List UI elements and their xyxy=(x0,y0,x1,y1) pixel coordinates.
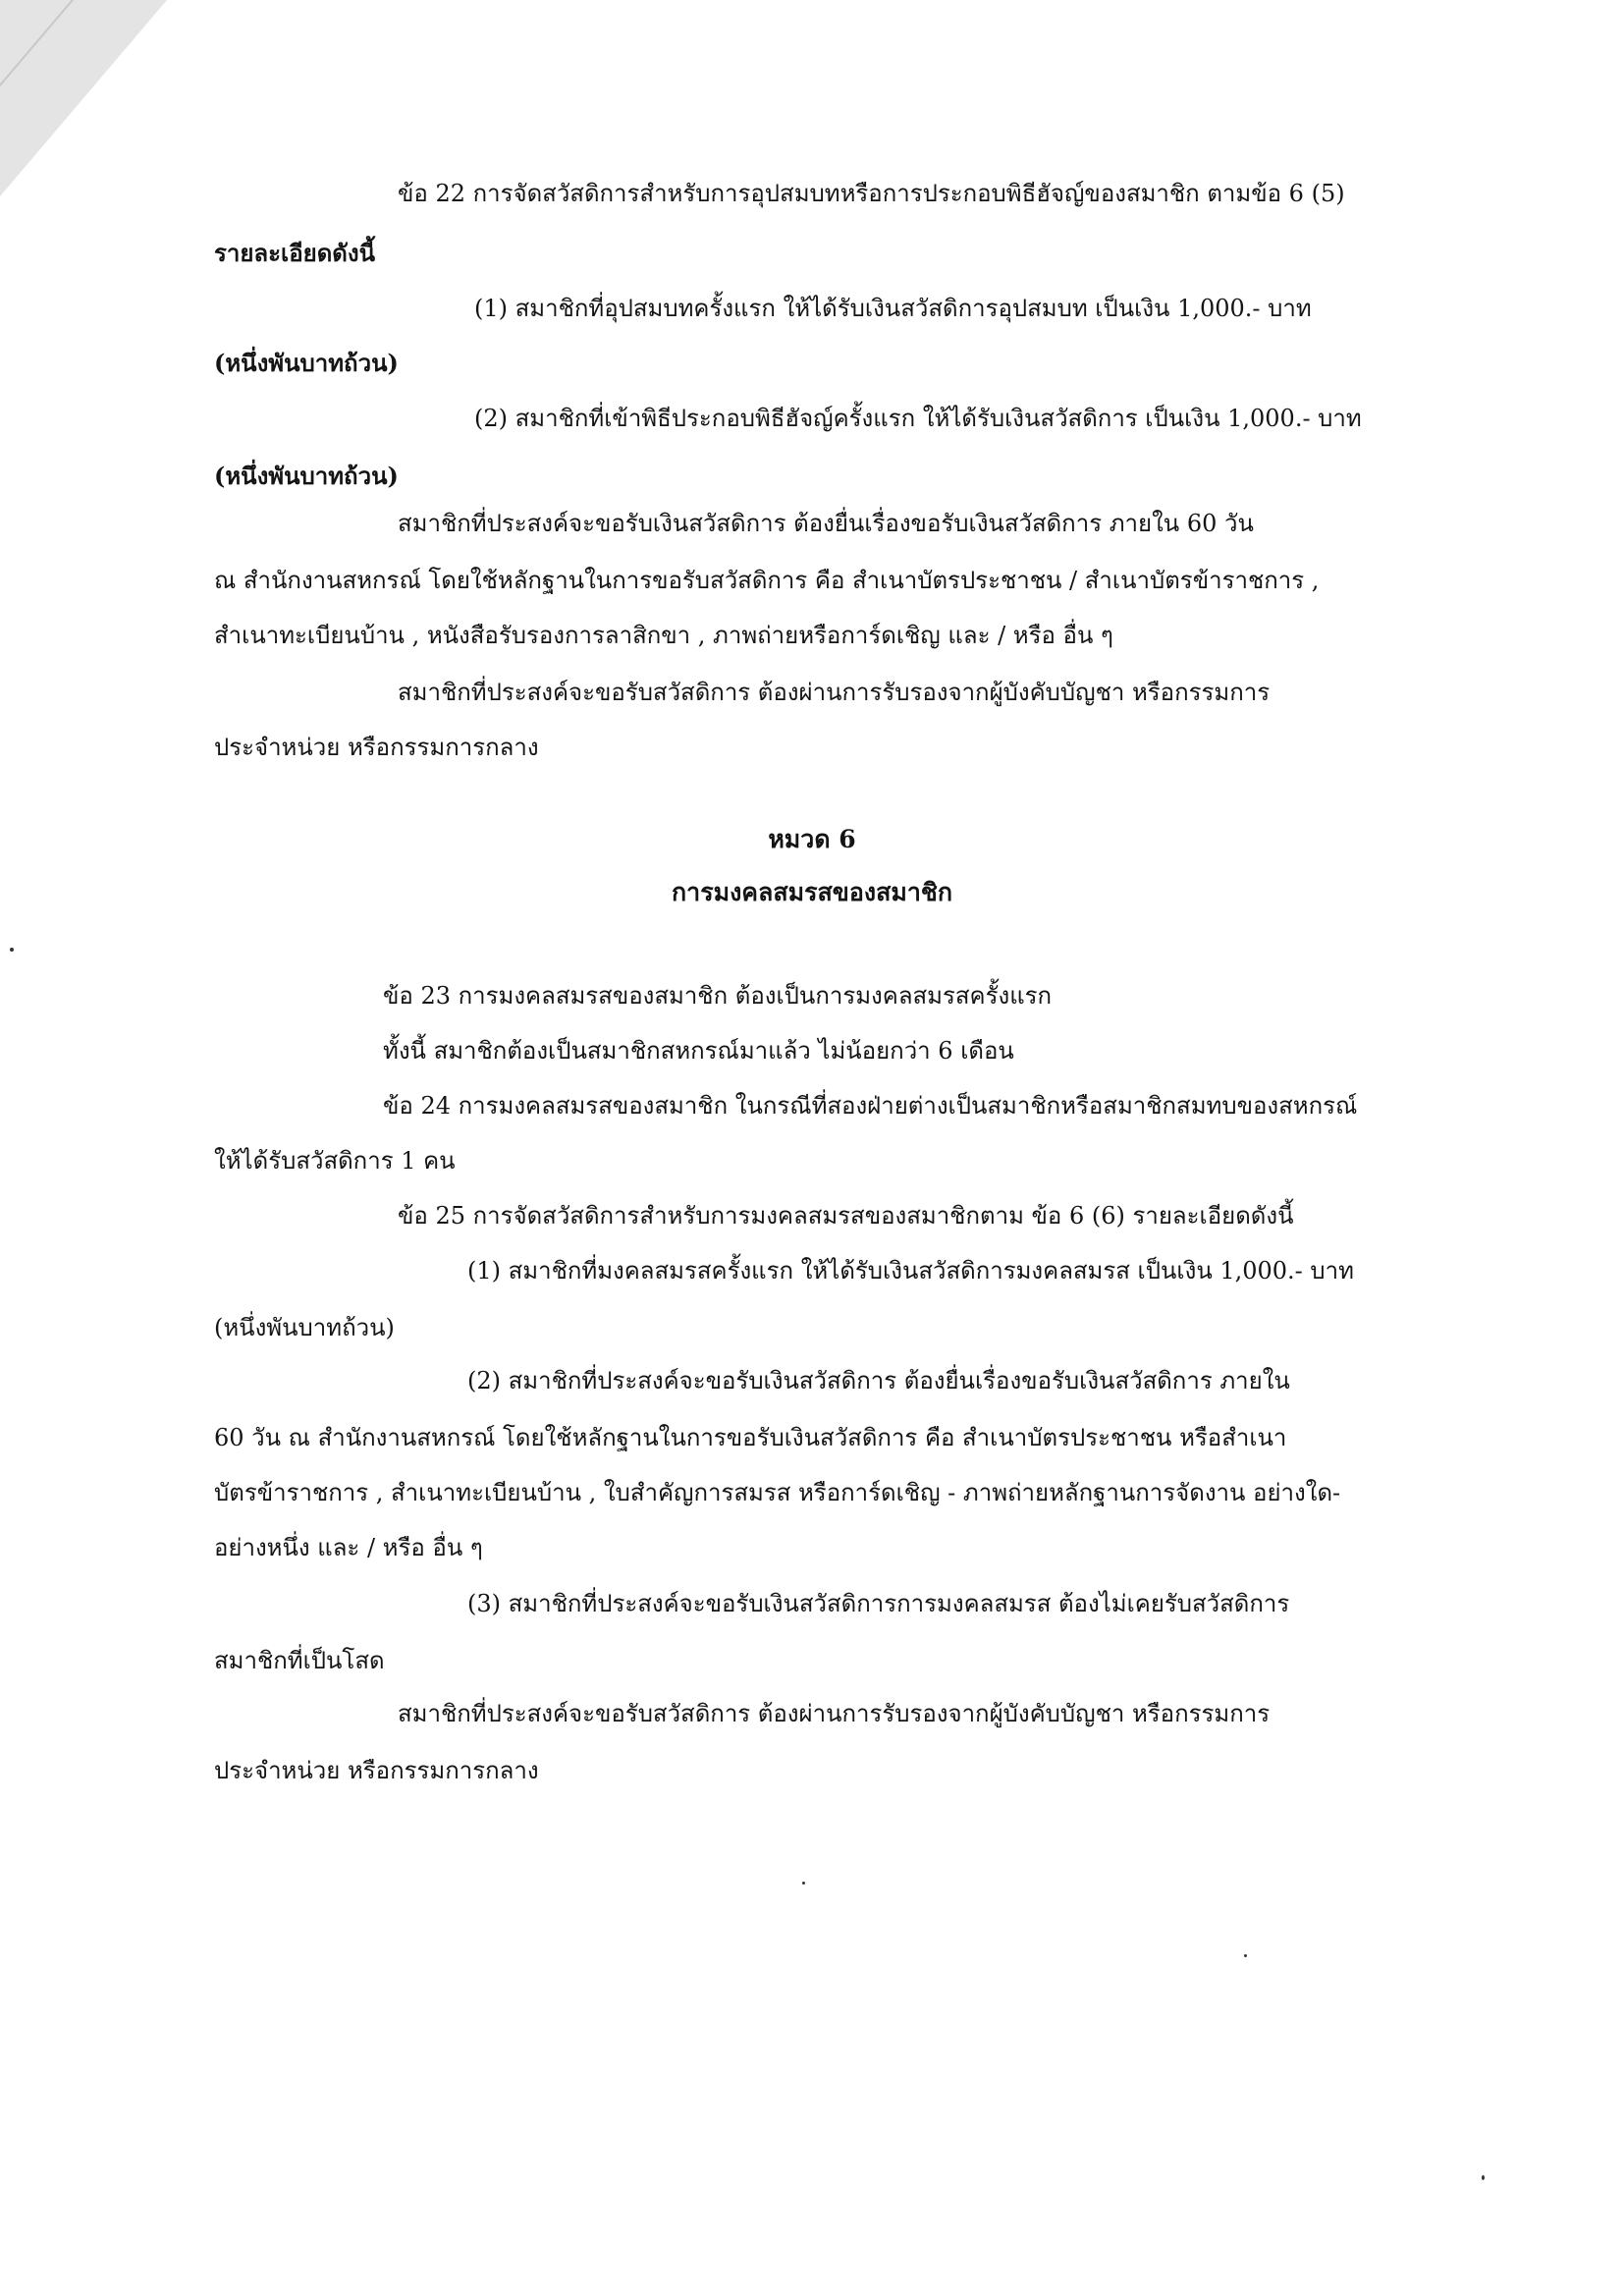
article-22-item-1-line-1: (1) สมาชิกที่อุปสมบทครั้งแรก ให้ได้รับเงินสวัสดิการอุปสมบท เป็นเงิน 1,000.- บาท xyxy=(474,295,1312,322)
scan-speck xyxy=(1244,1954,1247,1957)
article-23-line-1: ข้อ 23 การมงคลสมรสของสมาชิก ต้องเป็นการมงคลสมรสครั้งแรก xyxy=(383,982,1053,1010)
chapter-heading: หมวด 6 xyxy=(768,825,856,853)
article-25-item-1-line-1: (1) สมาชิกที่มงคลสมรสครั้งแรก ให้ได้รับเงินสวัสดิการมงคลสมรส เป็นเงิน 1,000.- บาท xyxy=(467,1257,1354,1285)
article-25-paragraph-line-2: ประจำหน่วย หรือกรรมการกลาง xyxy=(214,1757,539,1784)
article-22-line-2: รายละเอียดดังนี้ xyxy=(214,239,376,267)
article-22-paragraph-2-line-1: สมาชิกที่ประสงค์จะขอรับสวัสดิการ ต้องผ่านการรับรองจากผู้บังคับบัญชา หรือกรรมการ xyxy=(398,679,1271,706)
article-25-item-2-line-1: (2) สมาชิกที่ประสงค์จะขอรับเงินสวัสดิการ ต้องยื่นเรื่องขอรับเงินสวัสดิการ ภายใน xyxy=(467,1367,1290,1394)
scan-speck xyxy=(10,948,14,952)
article-22-item-2-line-2: (หนึ่งพันบาทถ้วน) xyxy=(214,462,399,490)
article-25-item-3-line-1: (3) สมาชิกที่ประสงค์จะขอรับเงินสวัสดิการการมงคลสมรส ต้องไม่เคยรับสวัสดิการ xyxy=(467,1590,1290,1617)
article-22-paragraph-1-line-3: สำเนาทะเบียนบ้าน , หนังสือรับรองการลาสิกขา , ภาพถ่ายหรือการ์ดเชิญ และ / หรือ อื่น ๆ xyxy=(214,622,1113,649)
article-24-line-2: ให้ได้รับสวัสดิการ 1 คน xyxy=(214,1147,456,1175)
page-corner-fold xyxy=(0,0,167,196)
article-25-item-1-line-2: (หนึ่งพันบาทถ้วน) xyxy=(214,1314,395,1341)
scan-speck xyxy=(802,1882,805,1885)
article-25-paragraph-line-1: สมาชิกที่ประสงค์จะขอรับสวัสดิการ ต้องผ่านการรับรองจากผู้บังคับบัญชา หรือกรรมการ xyxy=(398,1700,1271,1727)
article-25-item-2-line-3: บัตรข้าราชการ , สำเนาทะเบียนบ้าน , ใบสำคัญการสมรส หรือการ์ดเชิญ - ภาพถ่ายหลักฐานการจัดงาน อย่างใด- xyxy=(214,1479,1341,1506)
article-25-item-2-line-4: อย่างหนึ่ง และ / หรือ อื่น ๆ xyxy=(214,1534,483,1561)
article-22-paragraph-1-line-1: สมาชิกที่ประสงค์จะขอรับเงินสวัสดิการ ต้องยื่นเรื่องขอรับเงินสวัสดิการ ภายใน 60 วัน xyxy=(398,510,1254,537)
article-22-line-1: ข้อ 22 การจัดสวัสดิการสำหรับการอุปสมบทหรือการประกอบพิธีฮัจญ์ของสมาชิก ตามข้อ 6 (5) xyxy=(398,180,1345,207)
article-25-item-2-line-2: 60 วัน ณ สำนักงานสหกรณ์ โดยใช้หลักฐานในการขอรับเงินสวัสดิการ คือ สำเนาบัตรประชาชน หรือสำเนา xyxy=(214,1424,1287,1451)
article-24-line-1: ข้อ 24 การมงคลสมรสของสมาชิก ในกรณีที่สองฝ่ายต่างเป็นสมาชิกหรือสมาชิกสมทบของสหกรณ์ xyxy=(383,1092,1358,1120)
article-22-paragraph-2-line-2: ประจำหน่วย หรือกรรมการกลาง xyxy=(214,734,539,761)
article-25-item-3-line-2: สมาชิกที่เป็นโสด xyxy=(214,1647,385,1674)
article-25-line-1: ข้อ 25 การจัดสวัสดิการสำหรับการมงคลสมรสของสมาชิกตาม ข้อ 6 (6) รายละเอียดดังนี้ xyxy=(398,1202,1294,1230)
article-22-item-1-line-2: (หนึ่งพันบาทถ้วน) xyxy=(214,349,399,377)
scan-speck xyxy=(1482,2175,1485,2180)
article-22-item-2-line-1: (2) สมาชิกที่เข้าพิธีประกอบพิธีฮัจญ์ครั้งแรก ให้ได้รับเงินสวัสดิการ เป็นเงิน 1,000.- บาท xyxy=(474,405,1362,432)
article-23-line-2: ทั้งนี้ สมาชิกต้องเป็นสมาชิกสหกรณ์มาแล้ว ไม่น้อยกว่า 6 เดือน xyxy=(383,1037,1014,1065)
article-22-paragraph-1-line-2: ณ สำนักงานสหกรณ์ โดยใช้หลักฐานในการขอรับสวัสดิการ คือ สำเนาบัตรประชาชน / สำเนาบัตรข้าราชการ , xyxy=(214,567,1320,594)
chapter-subheading: การมงคลสมรสของสมาชิก xyxy=(672,878,952,906)
